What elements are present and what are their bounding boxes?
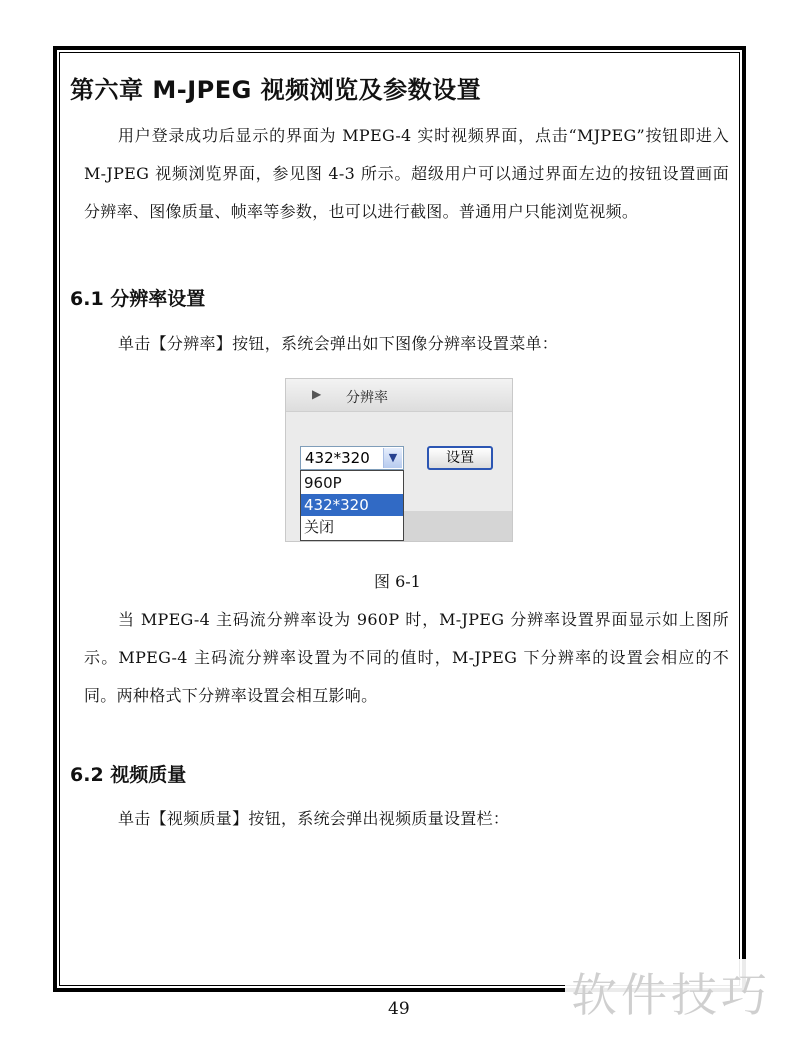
figure-caption: 图 6-1	[374, 572, 421, 591]
expand-arrow-icon: ▶	[312, 387, 322, 401]
page-number: 49	[388, 999, 410, 1019]
resolution-menu-title: 分辨率	[346, 390, 388, 406]
resolution-option-off[interactable]: 关闭	[304, 518, 335, 536]
resolution-menu-header[interactable]	[286, 379, 512, 412]
section-6-1-instruction: 单击【分辨率】按钮，系统会弹出如下图像分辨率设置菜单：	[118, 334, 559, 353]
resolution-option-960p[interactable]: 960P	[304, 474, 342, 492]
section-6-1-explanation: 当 MPEG-4 主码流分辨率设为 960P 时，M-JPEG 分辨率设置界面显示如上图所示。MPEG-4 主码流分辨率设置为不同的值时，M-JPEG 下分辨率的设置会相应的不同。两种格式下分辨率设置会相互影响。	[84, 610, 729, 705]
watermark-text: 软件技巧	[565, 959, 777, 1025]
resolution-menu-figure	[285, 378, 513, 542]
intro-paragraph: 用户登录成功后显示的界面为 MPEG-4 实时视频界面，点击“MJPEG”按钮即进入 M-JPEG 视频浏览界面，参见图 4-3 所示。超级用户可以通过界面左边的按钮设置画面分辨率、图像质量、帧率等参数，也可以进行截图。普通用户只能浏览视频。	[84, 126, 729, 221]
resolution-select-value: 432*320	[305, 449, 370, 467]
resolution-select[interactable]	[300, 446, 404, 470]
resolution-dropdown-list	[300, 470, 404, 541]
set-button[interactable]: 设置	[427, 446, 493, 470]
panel-bottom-strip	[404, 511, 512, 541]
chevron-down-icon[interactable]: ▼	[383, 448, 402, 468]
section-6-2-instruction: 单击【视频质量】按钮，系统会弹出视频质量设置栏：	[118, 809, 510, 828]
resolution-option-432x320[interactable]: 432*320	[301, 494, 403, 516]
section-6-2-heading: 6.2 视频质量	[70, 764, 187, 786]
section-6-1-heading: 6.1 分辨率设置	[70, 288, 206, 310]
chapter-title: 第六章 M-JPEG 视频浏览及参数设置	[70, 76, 482, 104]
